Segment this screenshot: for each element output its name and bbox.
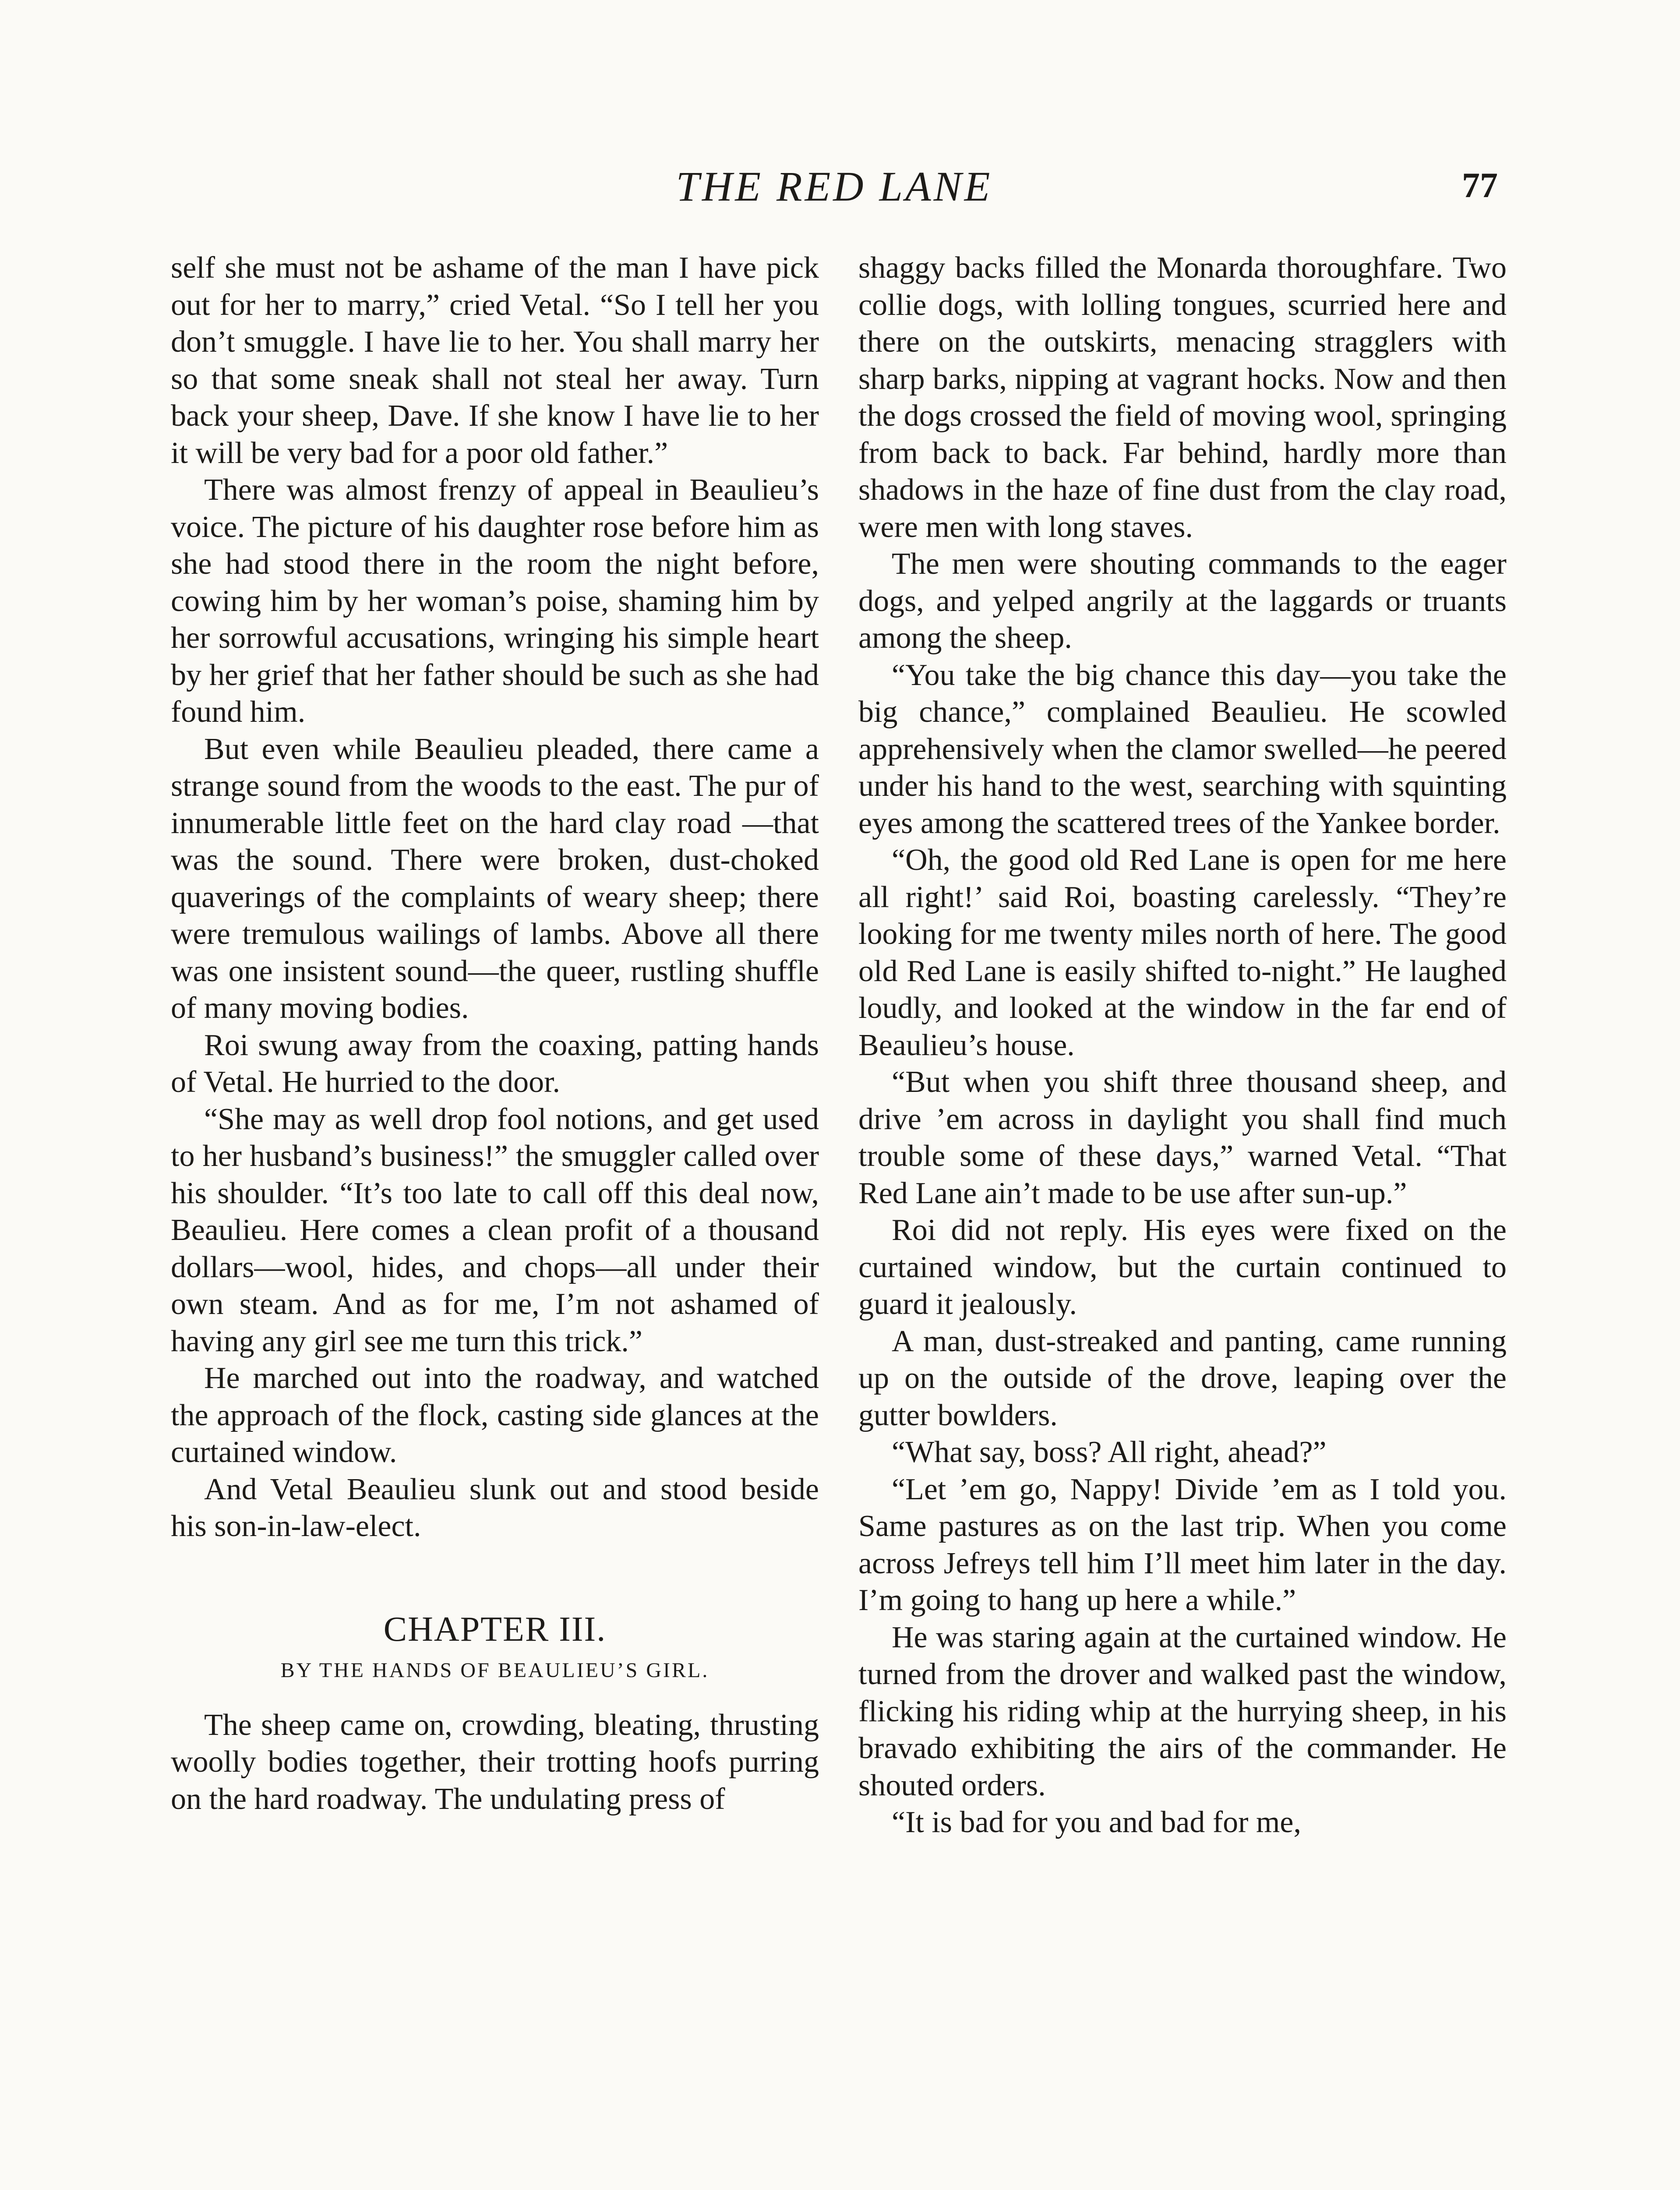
paragraph: “What say, boss? All right, ahead?” <box>892 1435 1327 1469</box>
left-column <box>171 250 819 1818</box>
paragraph: shaggy backs filled the Monarda thoroughfare. Two collie dogs, with lolling tongues, scurried here and there on the outskirts, menacing stragglers with sharp barks, nipping at vagrant hocks. Now and then the dogs crossed the field of moving wool, springing from back to back. Far behind, hardly more than shadows in the haze of fine dust from the clay road, were men with long staves. <box>858 251 1507 544</box>
paragraph: “Oh, the good old Red Lane is open for me here all right!’ said Roi, boasting carelessly. “They’re looking for me twenty miles north of here. The good old Red Lane is easily shifted to-night.” He laughed loudly, and looked at the window in the far end of Beaulieu’s house. <box>858 843 1507 1062</box>
paragraph: A man, dust-streaked and panting, came running up on the outside of the drove, leaping over the gutter bowlders. <box>858 1324 1507 1432</box>
paragraph: Roi did not reply. His eyes were fixed on the curtained window, but the curtain continued to guard it jealously. <box>858 1213 1507 1321</box>
paragraph: The men were shouting commands to the eager dogs, and yelped angrily at the laggards or truants among the sheep. <box>858 547 1507 655</box>
paragraph: “It is bad for you and bad for me, <box>892 1805 1301 1839</box>
paragraph: There was almost frenzy of appeal in Beaulieu’s voice. The picture of his daughter rose before him as she had stood there in the room the night before, cowing him by her woman’s poise, shaming him by her sorrowful accusations, wringing his simple heart by her grief that her father should be such as she had found him. <box>171 473 819 729</box>
paragraph: The sheep came on, crowding, bleating, thrusting woolly bodies together, their trotting hoofs purring on the hard roadway. The undulating press of <box>171 1708 819 1816</box>
running-head: THE RED LANE <box>676 163 993 210</box>
paragraph: Roi swung away from the coaxing, patting hands of Vetal. He hurried to the door. <box>171 1028 819 1099</box>
paragraph: “Let ’em go, Nappy! Divide ’em as I told you. Same pastures as on the last trip. When you come across Jefreys tell him I’ll meet him later in the day. I’m going to hang up here a while.” <box>858 1472 1507 1617</box>
paragraph: “You take the big chance this day—you take the big chance,” complained Beaulieu. He scowled apprehensively when the clamor swelled—he peered under his hand to the west, searching with squinting eyes among the scattered trees of the Yankee border. <box>858 658 1507 840</box>
paragraph: He marched out into the roadway, and watched the approach of the flock, casting side glances at the curtained window. <box>171 1361 819 1469</box>
paragraph: And Vetal Beaulieu slunk out and stood beside his son-in-law-elect. <box>171 1472 819 1543</box>
paragraph: “She may as well drop fool notions, and get used to her husband’s business!” the smuggler called over his shoulder. “It’s too late to call off this deal now, Beaulieu. Here comes a clean profit of a thousand dollars—wool, hides, and chops—all under their own steam. And as for me, I’m not ashamed of having any girl see me turn this trick.” <box>171 1102 819 1358</box>
page-number: 77 <box>1462 165 1498 205</box>
page-header <box>171 162 1498 223</box>
paragraph: He was staring again at the curtained window. He turned from the drover and walked past the window, flicking his riding whip at the hurrying sheep, in his bravado exhibiting the airs of the commander. He shouted orders. <box>858 1620 1507 1802</box>
paragraph: self she must not be ashame of the man I have pick out for her to marry,” cried Vetal. “So I tell her you don’t smuggle. I have lie to her. You shall marry her so that some sneak shall not steal her away. Turn back your sheep, Dave. If she know I have lie to her it will be very bad for a poor old father.” <box>171 251 819 470</box>
paragraph: But even while Beaulieu pleaded, there came a strange sound from the woods to the east. The pur of innumerable little feet on the hard clay road —that was the sound. There were broken, dust-choked quaverings of the complaints of weary sheep; there were tremulous wailings of lambs. Above all there was one insistent sound—the queer, rustling shuffle of many moving bodies. <box>171 732 819 1025</box>
chapter-subtitle: BY THE HANDS OF BEAULIEU’S GIRL. <box>280 1659 709 1682</box>
chapter-heading: CHAPTER III. <box>383 1610 607 1649</box>
paragraph: “But when you shift three thousand sheep, and drive ’em across in daylight you shall find much trouble some of these days,” warned Vetal. “That Red Lane ain’t made to be use after sun-up.” <box>858 1065 1507 1210</box>
right-column <box>858 250 1507 1841</box>
